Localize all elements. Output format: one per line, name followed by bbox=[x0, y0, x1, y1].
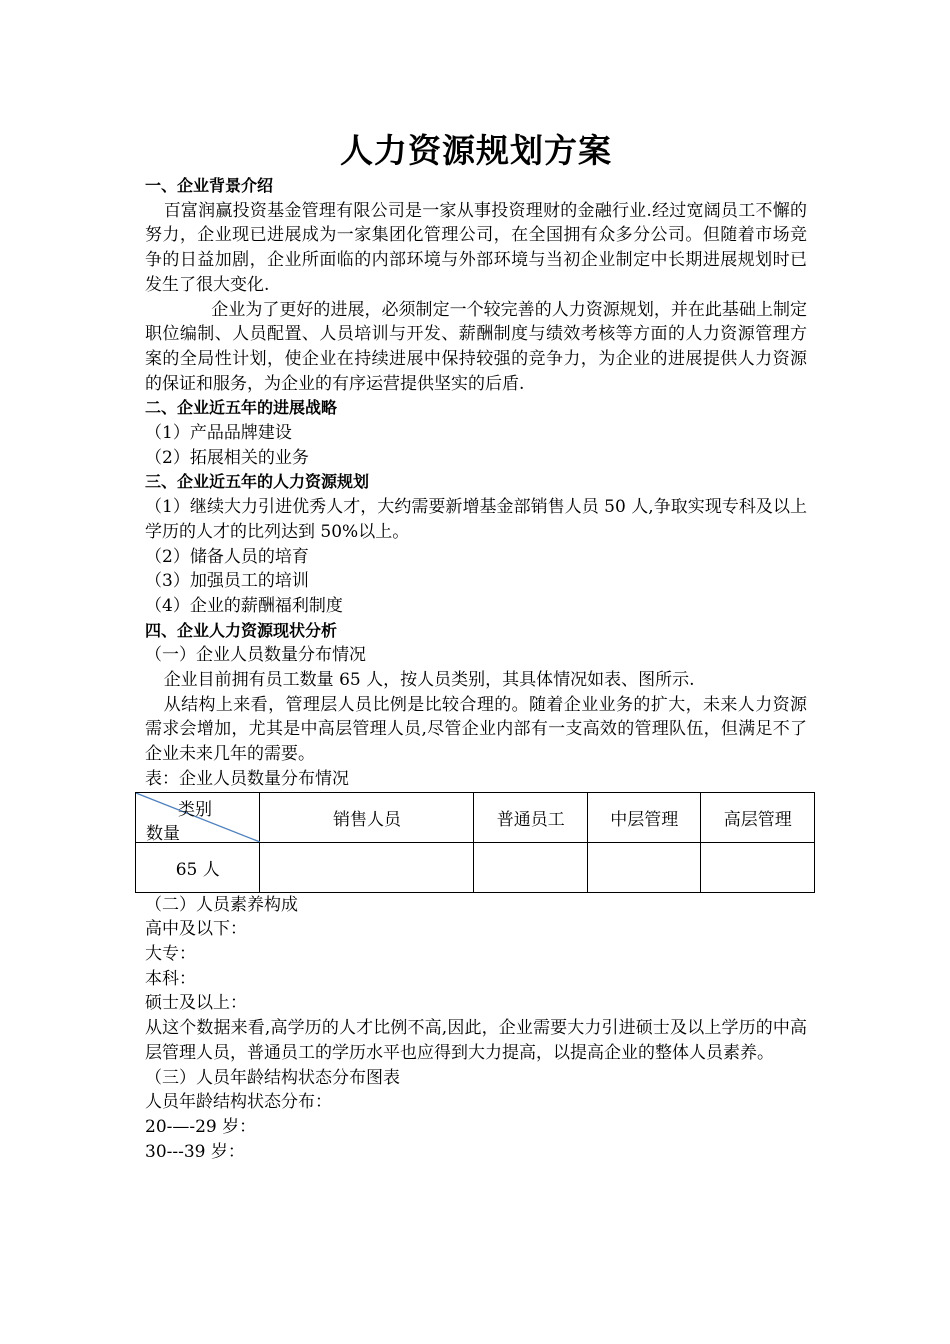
cell-middle-management bbox=[587, 842, 701, 892]
edu-high-school: 高中及以下： bbox=[145, 919, 247, 940]
section-2-heading: 二、企业近五年的进展战略 bbox=[145, 398, 338, 418]
section-2-item-2: （2）拓展相关的业务 bbox=[145, 447, 309, 468]
section-4-sub-2: （二）人员素养构成 bbox=[145, 894, 298, 915]
corner-label-category: 类别 bbox=[178, 799, 212, 820]
header-senior-management: 高层管理 bbox=[701, 792, 815, 842]
table-corner-cell bbox=[136, 792, 260, 842]
section-4-paragraph-3: 从这个数据来看,高学历的人才比例不高,因此，企业需要大力引进硕士及以上学历的中高层管理人员，普通员工的学历水平也应得到大力提高，以提高企业的整体人员素养。 bbox=[145, 1018, 807, 1063]
header-sales: 销售人员 bbox=[260, 792, 474, 842]
document-title: 人力资源规划方案 bbox=[340, 131, 612, 170]
header-middle-management: 中层管理 bbox=[587, 792, 701, 842]
section-3-item-1: （1）继续大力引进优秀人才，大约需要新增基金部销售人员 50 人,争取实现专科及以上学历的人才的比列达到 50%以上。 bbox=[145, 497, 807, 542]
header-general-staff: 普通员工 bbox=[474, 792, 588, 842]
document-page bbox=[145, 128, 807, 1164]
section-1-paragraph-1: 百富润赢投资基金管理有限公司是一家从事投资理财的金融行业.经过宽阔员工不懈的努力，企业现已进展成为一家集团化管理公司，在全国拥有众多分公司。但随着市场竞争的日益加剧，企业所面临的内部环境与外部环境与当初企业制定中长期进展规划时已发生了很大变化. bbox=[145, 200, 807, 295]
edu-bachelor: 本科： bbox=[145, 968, 196, 989]
section-3-item-3: （3）加强员工的培训 bbox=[145, 571, 309, 592]
section-4-heading: 四、企业人力资源现状分析 bbox=[145, 620, 338, 640]
section-4-paragraph-1: 企业目前拥有员工数量 65 人，按人员类别，其具体情况如表、图所示. bbox=[163, 670, 695, 691]
edu-master: 硕士及以上： bbox=[145, 993, 247, 1014]
cell-senior-management bbox=[701, 842, 815, 892]
section-1-heading: 一、企业背景介绍 bbox=[145, 176, 274, 195]
section-2-item-1: （1）产品品牌建设 bbox=[145, 423, 292, 444]
section-4-sub-3: （三）人员年龄结构状态分布图表 bbox=[145, 1067, 400, 1088]
section-3-heading: 三、企业近五年的人力资源规划 bbox=[145, 472, 370, 492]
cell-sales bbox=[260, 842, 474, 892]
table-caption: 表：企业人员数量分布情况 bbox=[145, 768, 349, 789]
table-row bbox=[136, 842, 815, 892]
row-label: 65 人 bbox=[136, 842, 260, 892]
section-1-paragraph-2: 企业为了更好的进展，必须制定一个较完善的人力资源规划，并在此基础上制定职位编制、人员配置、人员培训与开发、薪酬制度与绩效考核等方面的人力资源管理方案的全局性计划，使企业在持续进展中保持较强的竞争力，为企业的进展提供人力资源的保证和服务，为企业的有序运营提供坚实的后盾. bbox=[145, 299, 807, 394]
corner-label-quantity: 数量 bbox=[146, 823, 180, 844]
age-30-39: 30---39 岁： bbox=[145, 1141, 245, 1162]
edu-college: 大专： bbox=[145, 943, 196, 964]
staff-distribution-table bbox=[135, 792, 815, 893]
section-3-item-2: （2）储备人员的培育 bbox=[145, 546, 309, 567]
table-header-row bbox=[136, 792, 815, 842]
cell-general-staff bbox=[474, 842, 588, 892]
age-20-29: 20-—-29 岁： bbox=[145, 1116, 257, 1137]
age-heading: 人员年龄结构状态分布： bbox=[145, 1092, 332, 1113]
section-4-sub-1: （一）企业人员数量分布情况 bbox=[145, 645, 366, 666]
section-4-paragraph-2: 从结构上来看，管理层人员比例是比较合理的。随着企业业务的扩大，未来人力资源需求会增加，尤其是中高层管理人员,尽管企业内部有一支高效的管理队伍，但满足不了企业未来几年的需要。 bbox=[145, 694, 807, 765]
section-3-item-4: （4）企业的薪酬福利制度 bbox=[145, 595, 343, 616]
